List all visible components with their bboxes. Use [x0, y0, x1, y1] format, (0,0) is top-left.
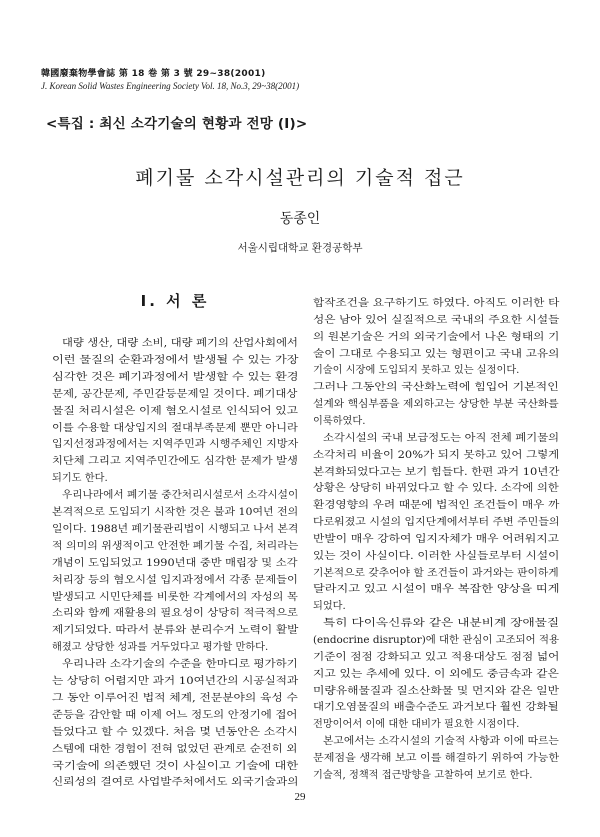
text-line: 이런 물질의 순환과정에서 발생될 수 있는 가장	[52, 354, 299, 366]
text-line: 의 원본기술은 거의 외국기술에서 나온 형태의 기	[313, 331, 560, 343]
text-line: 우리나라 소각기술의 수준을 한마디로 평가하기	[62, 659, 298, 671]
text-line: 반발이 매우 강하여 입지자체가 매우 어려워지고	[313, 533, 560, 545]
special-issue-label: <특집 : 최신 소각기술의 현황과 전망 (Ⅰ)>	[46, 116, 308, 132]
text-line: 지고 있는 추세에 있다. 이 외에도 중금속과 같은	[313, 668, 559, 680]
text-line: 대기오염물질의 배출수준도 과거보다 훨씬 강화될	[313, 702, 559, 714]
text-line: 소각시설의 국내 보급정도는 아직 전체 폐기물의	[323, 432, 560, 444]
journal-citation-english: J. Korean Solid Wastes Engineering Society Vol. 18, No.3, 29~38(2001)	[41, 81, 300, 91]
text-line: 심각한 것은 폐기과정에서 발생할 수 있는 환경	[52, 371, 299, 383]
text-line: 문제, 공간문제, 주민갈등문제일 것이다. 폐기대상	[52, 388, 298, 400]
text-line: 전망이어서 이에 대한 대비가 필요한 시점이다.	[313, 719, 520, 731]
text-line: 기본적으로 갖추어야 할 조건들이 과거와는 판이하게	[313, 567, 559, 579]
text-line: 국기술에 의존했던 것이 사실이고 기술에 대한	[52, 760, 299, 772]
text-line: 소각처리 비율이 20%가 되지 못하고 있어 그렇게	[313, 449, 560, 461]
text-line: 문제점을 생각해 보고 이를 해결하기 위하여 가능한	[313, 752, 560, 764]
text-line: 들었다고 할 수 있겠다. 처음 몇 년동안은 소각시	[52, 726, 298, 738]
text-line: 미량유해물질과 질소산화물 및 먼지와 같은 일반	[313, 685, 560, 697]
text-line: 는 상당히 어렵지만 과거 10여년간의 시공실적과	[52, 676, 299, 687]
text-line: 치단체 그리고 지역주민간에도 심각한 문제가 발생	[52, 456, 298, 468]
text-line: 스템에 대한 경험이 전혀 없었던 관계로 순전히 외	[52, 743, 298, 755]
text-line: 상황은 상당히 바뀌었다고 할 수 있다. 소각에 의한	[313, 483, 559, 495]
text-line: 기술적, 정책적 접근방향을 고찰하여 보기로 한다.	[313, 769, 533, 781]
text-line: 개념이 도입되었고 1990년대 중반 매립장 및 소각	[52, 557, 298, 569]
text-line: 본격적으로 도입되기 시작한 것은 불과 10여년 전의	[52, 507, 299, 518]
text-line: 대량 생산, 대량 소비, 대량 폐기의 산업사회에서	[62, 338, 298, 349]
text-line: 물질 처리시설은 이제 혐오시설로 인식되어 있고	[52, 405, 299, 417]
text-line: 있는 것이 사실이다. 이러한 사실들로부터 시설이	[313, 550, 560, 562]
text-line: (endocrine disruptor)에 대한 관심이 고조되어 적용	[313, 635, 559, 646]
text-line: 다로워졌고 시설의 입지단계에서부터 주변 주민들의	[313, 517, 560, 529]
text-line: 이룩하였다.	[313, 415, 366, 427]
text-line: 적 의미의 위생적이고 안전한 폐기물 수집, 처리라는	[52, 540, 299, 552]
text-line: 이를 수용할 대상입지의 절대부족문제 뿐만 아니라	[52, 422, 298, 434]
section-heading-introduction: Ⅰ. 서 론	[140, 292, 210, 310]
paper-title: 폐기물 소각시설관리의 기술적 접근	[135, 167, 465, 189]
text-line: 소리와 함께 재활용의 필요성이 상당히 적극적으로	[52, 608, 298, 620]
text-line: 환경영향의 우려 때문에 법적인 조건들이 매우 까	[313, 500, 560, 512]
journal-citation-korean: 韓國廢棄物學會誌 第 18 卷 第 3 號 29~38(2001)	[41, 69, 266, 79]
text-line: 제기되었다. 따라서 분류와 분리수거 노력이 활발	[52, 625, 299, 637]
text-line: 준등을 감안할 때 이제 어느 정도의 안정기에 접어	[52, 709, 298, 721]
text-line: 본격화되었다고는 보기 힘들다. 한편 과거 10년간	[313, 466, 560, 478]
text-line: 성은 남아 있어 실질적으로 국내의 주요한 시설들	[313, 314, 560, 326]
text-line: 설계와 핵심부품을 제외하고는 상당한 부분 국산화를	[313, 399, 559, 411]
text-line: 되기도 한다.	[52, 473, 108, 485]
text-line: 그 동안 이루어진 법적 체계, 전문분야의 육성 수	[52, 692, 298, 704]
text-line: 기술이 시장에 도입되지 못하고 있는 실정이다.	[313, 365, 520, 377]
text-line: 처리장 등의 혐오시설 입지과정에서 각종 문제들이	[52, 574, 298, 586]
text-line: 본고에서는 소각시설의 기술적 사항과 이에 따르는	[323, 736, 559, 748]
journal-citation	[41, 68, 299, 92]
text-line: 그러나 그동안의 국산화노력에 힘입어 기본적인	[313, 382, 559, 394]
text-line: 합작조건을 요구하기도 하였다. 아직도 이러한 타	[313, 298, 560, 309]
text-line: 우리나라에서 폐기물 중간처리시설로서 소각시설이	[62, 490, 299, 502]
text-line: 되었다.	[313, 601, 346, 613]
text-line: 기준이 점점 강화되고 있고 적용대상도 점점 넓어	[313, 651, 560, 663]
text-line: 술이 그대로 수용되고 있는 형편이고 국내 고유의	[313, 348, 560, 360]
author-affiliation: 서울시립대학교 환경공학부	[237, 242, 363, 254]
text-line: 발생되고 시민단체를 비롯한 각계에서의 자성의 목	[52, 591, 298, 603]
text-line: 해졌고 상당한 성과를 거두었다고 평가할 만하다.	[52, 642, 269, 654]
text-line: 신뢰성의 결여로 사업발주처에서도 외국기술과의	[52, 777, 299, 789]
author-name: 동종인	[279, 211, 321, 227]
text-line: 달라지고 있고 시설이 매우 복잡한 양상을 띠게	[313, 584, 560, 596]
text-line: 입지선정과정에서는 지역주민과 시행주체인 지방자	[52, 439, 299, 451]
page-number: 29	[294, 791, 306, 803]
text-line: 일이다. 1988년 폐기물관리법이 시행되고 나서 본격	[52, 523, 299, 535]
text-line: 특히 다이옥신류와 같은 내분비계 장애물질	[323, 618, 560, 630]
